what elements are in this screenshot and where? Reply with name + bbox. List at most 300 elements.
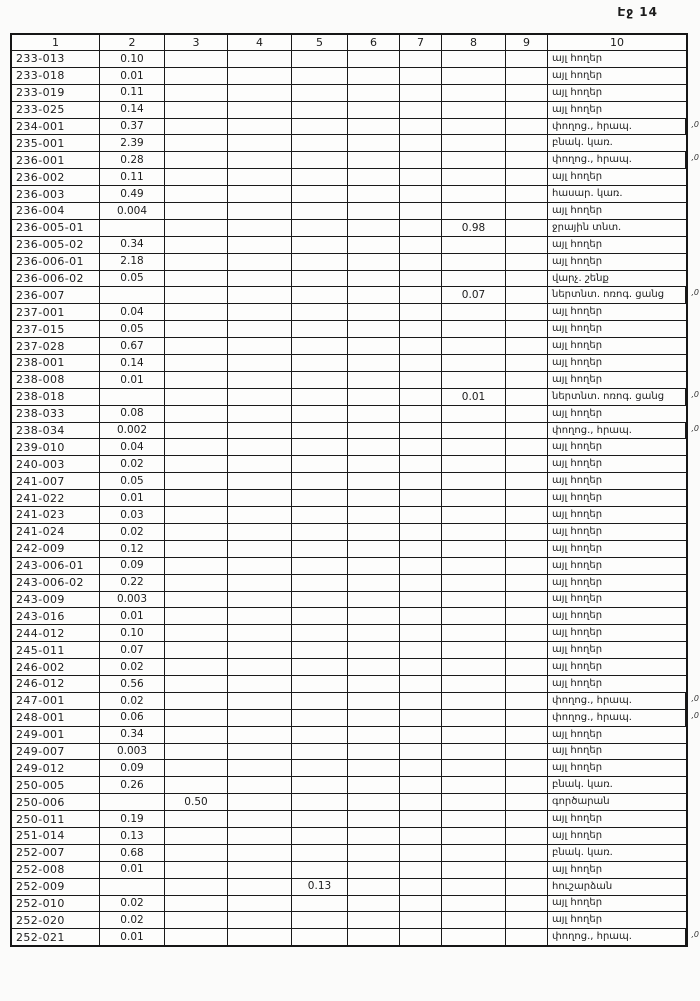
table-cell-col9 xyxy=(506,203,548,219)
table-cell-col5 xyxy=(292,135,348,151)
table-cell-col5 xyxy=(292,828,348,844)
table-row xyxy=(12,726,686,743)
table-cell-col1: 233-025 xyxy=(12,102,100,118)
table-cell-col2: 0.34 xyxy=(100,727,165,743)
table-cell-col1: 236-005-02 xyxy=(12,237,100,253)
table-cell-col1: 241-007 xyxy=(12,473,100,489)
table-cell-col8 xyxy=(442,152,506,168)
table-cell-col3 xyxy=(165,811,228,827)
table-cell-col5 xyxy=(292,102,348,118)
table-cell-col9 xyxy=(506,507,548,523)
table-cell-col8 xyxy=(442,862,506,878)
column-header: 1 xyxy=(12,35,100,50)
table-cell-col5 xyxy=(292,896,348,912)
table-row xyxy=(12,101,686,118)
table-cell-col3 xyxy=(165,456,228,472)
table-cell-col8 xyxy=(442,423,506,439)
table-cell-col5 xyxy=(292,220,348,236)
table-cell-col4 xyxy=(228,389,292,405)
table-cell-col4 xyxy=(228,828,292,844)
table-cell-col3 xyxy=(165,862,228,878)
table-cell-col6 xyxy=(348,575,400,591)
table-cell-col3 xyxy=(165,68,228,84)
table-cell-col1: 250-011 xyxy=(12,811,100,827)
table-cell-col5 xyxy=(292,304,348,320)
table-cell-col4 xyxy=(228,473,292,489)
table-cell-col2: 0.22 xyxy=(100,575,165,591)
table-cell-col7 xyxy=(400,135,442,151)
table-cell-col5 xyxy=(292,287,348,303)
table-cell-col10: այլ հողեր xyxy=(552,897,603,909)
table-cell-col9 xyxy=(506,254,548,270)
table-row xyxy=(12,675,686,692)
table-cell-col7 xyxy=(400,507,442,523)
table-cell-col7 xyxy=(400,203,442,219)
table-cell-col10: այլ հողեր xyxy=(552,559,603,571)
table-cell-col8 xyxy=(442,507,506,523)
table-cell-col1: 249-007 xyxy=(12,744,100,760)
table-row xyxy=(12,506,686,523)
table-cell-col9 xyxy=(506,102,548,118)
table-cell-col8 xyxy=(442,541,506,557)
table-cell-col8 xyxy=(442,119,506,135)
handwritten-margin-mark: ,0 xyxy=(691,153,699,163)
table-cell-col2: 0.02 xyxy=(100,456,165,472)
table-cell-col8 xyxy=(442,473,506,489)
table-cell-col8 xyxy=(442,608,506,624)
table-cell-col9 xyxy=(506,828,548,844)
table-cell-col2: 0.09 xyxy=(100,558,165,574)
table-cell-col5 xyxy=(292,777,348,793)
table-row xyxy=(12,118,699,135)
table-cell-col6 xyxy=(348,896,400,912)
table-cell-col6 xyxy=(348,845,400,861)
table-cell-col3 xyxy=(165,507,228,523)
table-cell-col4 xyxy=(228,794,292,810)
table-cell-col2: 0.06 xyxy=(100,710,165,726)
table-cell-col3 xyxy=(165,524,228,540)
table-cell-col1: 241-023 xyxy=(12,507,100,523)
table-cell-col2: 0.11 xyxy=(100,85,165,101)
table-cell-col8 xyxy=(442,879,506,895)
table-cell-col1: 238-033 xyxy=(12,406,100,422)
table-cell-col3 xyxy=(165,271,228,287)
table-cell-col2: 0.28 xyxy=(100,152,165,168)
table-cell-col3 xyxy=(165,642,228,658)
table-cell-col10: այլ հողեր xyxy=(552,103,603,115)
table-cell-col8 xyxy=(442,558,506,574)
table-cell-col1: 233-013 xyxy=(12,51,100,67)
table-cell-col7 xyxy=(400,608,442,624)
table-cell-col1: 252-020 xyxy=(12,912,100,928)
table-row xyxy=(12,743,686,760)
table-cell-col4 xyxy=(228,119,292,135)
table-cell-col2: 0.01 xyxy=(100,608,165,624)
table-cell-col9 xyxy=(506,406,548,422)
table-cell-col10: այլ հողեր xyxy=(552,813,603,825)
table-cell-col5 xyxy=(292,355,348,371)
table-cell-col9 xyxy=(506,592,548,608)
table-cell-col5 xyxy=(292,676,348,692)
table-cell-col2: 0.49 xyxy=(100,186,165,202)
table-row xyxy=(12,185,686,202)
table-cell-col9 xyxy=(506,710,548,726)
table-row xyxy=(12,236,686,253)
table-cell-col2: 0.05 xyxy=(100,271,165,287)
table-cell-col3 xyxy=(165,119,228,135)
table-cell-col2: 0.003 xyxy=(100,744,165,760)
table-cell-col9 xyxy=(506,693,548,709)
table-cell-col4 xyxy=(228,51,292,67)
table-row xyxy=(12,911,686,928)
table-row xyxy=(12,455,686,472)
table-cell-col3 xyxy=(165,186,228,202)
table-cell-col10: փողոց., հրապ. xyxy=(548,693,686,709)
table-cell-col5 xyxy=(292,558,348,574)
table-row xyxy=(12,354,686,371)
table-cell-col7 xyxy=(400,929,442,945)
table-row xyxy=(12,540,686,557)
table-row xyxy=(12,219,686,236)
table-cell-col5 xyxy=(292,423,348,439)
table-row xyxy=(12,574,686,591)
table-cell-col3 xyxy=(165,558,228,574)
table-row xyxy=(12,776,686,793)
table-cell-col3 xyxy=(165,355,228,371)
table-cell-col9 xyxy=(506,85,548,101)
table-cell-col2 xyxy=(100,287,165,303)
table-cell-col5 xyxy=(292,659,348,675)
table-row xyxy=(12,810,686,827)
table-cell-col9 xyxy=(506,439,548,455)
table-cell-col3 xyxy=(165,372,228,388)
table-cell-col4 xyxy=(228,304,292,320)
table-cell-col10: այլ հողեր xyxy=(552,762,603,774)
table-cell-col1: 243-016 xyxy=(12,608,100,624)
table-cell-col1: 252-007 xyxy=(12,845,100,861)
table-cell-col9 xyxy=(506,135,548,151)
table-cell-col6 xyxy=(348,828,400,844)
table-cell-col6 xyxy=(348,642,400,658)
table-cell-col4 xyxy=(228,642,292,658)
table-cell-col5 xyxy=(292,85,348,101)
table-cell-col4 xyxy=(228,321,292,337)
table-cell-col3: 0.50 xyxy=(165,794,228,810)
table-cell-col2: 2.18 xyxy=(100,254,165,270)
table-cell-col1: 237-015 xyxy=(12,321,100,337)
column-header: 5 xyxy=(292,35,348,50)
table-cell-col7 xyxy=(400,811,442,827)
table-cell-col9 xyxy=(506,473,548,489)
table-row xyxy=(12,523,686,540)
table-cell-col4 xyxy=(228,254,292,270)
table-cell-col9 xyxy=(506,811,548,827)
table-cell-col8 xyxy=(442,439,506,455)
table-cell-col7 xyxy=(400,237,442,253)
table-row xyxy=(12,320,686,337)
table-cell-col10: փողոց., հրապ. xyxy=(548,423,686,439)
table-cell-col4 xyxy=(228,68,292,84)
table-cell-col10: հուշարձան xyxy=(552,880,613,892)
land-parcel-table xyxy=(10,33,699,947)
table-cell-col2: 2.39 xyxy=(100,135,165,151)
table-cell-col8 xyxy=(442,676,506,692)
table-row xyxy=(12,557,686,574)
table-cell-col2: 0.02 xyxy=(100,912,165,928)
table-cell-col10: այլ հողեր xyxy=(552,86,603,98)
table-cell-col9 xyxy=(506,372,548,388)
table-cell-col6 xyxy=(348,676,400,692)
table-cell-col1: 249-001 xyxy=(12,727,100,743)
table-cell-col4 xyxy=(228,237,292,253)
table-cell-col4 xyxy=(228,558,292,574)
table-cell-col9 xyxy=(506,389,548,405)
table-cell-col8 xyxy=(442,169,506,185)
table-cell-col7 xyxy=(400,744,442,760)
table-cell-col7 xyxy=(400,68,442,84)
table-cell-col10: բնակ. կառ. xyxy=(552,846,613,858)
table-cell-col7 xyxy=(400,541,442,557)
table-cell-col6 xyxy=(348,727,400,743)
table-cell-col10: այլ հողեր xyxy=(552,407,603,419)
table-cell-col2: 0.14 xyxy=(100,355,165,371)
table-cell-col9 xyxy=(506,456,548,472)
table-cell-col1: 236-006-01 xyxy=(12,254,100,270)
table-cell-col6 xyxy=(348,811,400,827)
table-cell-col4 xyxy=(228,423,292,439)
table-cell-col1: 236-003 xyxy=(12,186,100,202)
table-cell-col3 xyxy=(165,321,228,337)
table-cell-col1: 243-009 xyxy=(12,592,100,608)
table-cell-col2: 0.05 xyxy=(100,473,165,489)
table-cell-col2: 0.01 xyxy=(100,862,165,878)
table-cell-col6 xyxy=(348,423,400,439)
table-cell-col10: այլ հողեր xyxy=(552,644,603,656)
table-cell-col8 xyxy=(442,524,506,540)
table-cell-col7 xyxy=(400,355,442,371)
table-cell-col9 xyxy=(506,608,548,624)
table-cell-col6 xyxy=(348,186,400,202)
table-row xyxy=(12,641,686,658)
table-cell-col5 xyxy=(292,406,348,422)
table-row xyxy=(12,472,686,489)
table-cell-col7 xyxy=(400,693,442,709)
table-cell-col10: այլ հողեր xyxy=(552,863,603,875)
table-cell-col2: 0.56 xyxy=(100,676,165,692)
table-cell-col6 xyxy=(348,524,400,540)
table-cell-col9 xyxy=(506,929,548,945)
table-cell-col3 xyxy=(165,828,228,844)
table-cell-col7 xyxy=(400,558,442,574)
column-header: 9 xyxy=(506,35,548,50)
table-cell-col5 xyxy=(292,68,348,84)
table-cell-col5 xyxy=(292,237,348,253)
table-cell-col7 xyxy=(400,439,442,455)
table-cell-col6 xyxy=(348,929,400,945)
table-cell-col6 xyxy=(348,473,400,489)
table-cell-col9 xyxy=(506,423,548,439)
table-cell-col6 xyxy=(348,102,400,118)
table-cell-col4 xyxy=(228,507,292,523)
table-cell-col6 xyxy=(348,625,400,641)
table-row xyxy=(12,270,686,287)
table-cell-col8 xyxy=(442,355,506,371)
table-cell-col5 xyxy=(292,271,348,287)
table-cell-col4 xyxy=(228,406,292,422)
table-cell-col3 xyxy=(165,760,228,776)
table-cell-col9 xyxy=(506,304,548,320)
table-cell-col4 xyxy=(228,744,292,760)
table-cell-col9 xyxy=(506,676,548,692)
table-cell-col5 xyxy=(292,439,348,455)
table-cell-col2: 0.03 xyxy=(100,507,165,523)
table-row xyxy=(12,692,699,709)
table-cell-col4 xyxy=(228,135,292,151)
table-cell-col8 xyxy=(442,777,506,793)
table-cell-col2: 0.01 xyxy=(100,929,165,945)
table-cell-col5 xyxy=(292,912,348,928)
handwritten-margin-mark: ,0 xyxy=(691,423,699,433)
table-cell-col5 xyxy=(292,456,348,472)
table-cell-col8 xyxy=(442,794,506,810)
table-cell-col2: 0.002 xyxy=(100,423,165,439)
table-cell-col1: 250-005 xyxy=(12,777,100,793)
table-cell-col4 xyxy=(228,710,292,726)
table-cell-col2: 0.05 xyxy=(100,321,165,337)
table-cell-col4 xyxy=(228,625,292,641)
table-cell-col7 xyxy=(400,845,442,861)
table-cell-col8 xyxy=(442,102,506,118)
table-cell-col3 xyxy=(165,423,228,439)
table-cell-col4 xyxy=(228,693,292,709)
table-cell-col9 xyxy=(506,912,548,928)
table-cell-col8 xyxy=(442,744,506,760)
table-cell-col10: այլ հողեր xyxy=(552,340,603,352)
column-header: 3 xyxy=(165,35,228,50)
table-cell-col4 xyxy=(228,456,292,472)
table-cell-col9 xyxy=(506,777,548,793)
table-row xyxy=(12,878,686,895)
table-cell-col6 xyxy=(348,338,400,354)
table-cell-col5 xyxy=(292,541,348,557)
table-cell-col8: 0.01 xyxy=(442,389,506,405)
table-cell-col3 xyxy=(165,659,228,675)
table-cell-col2 xyxy=(100,389,165,405)
table-cell-col10: այլ հողեր xyxy=(552,69,603,81)
table-row xyxy=(12,827,686,844)
table-cell-col2: 0.37 xyxy=(100,119,165,135)
table-cell-col2: 0.02 xyxy=(100,524,165,540)
table-cell-col5 xyxy=(292,608,348,624)
table-cell-col8 xyxy=(442,929,506,945)
page-number-label: Էջ 14 xyxy=(617,5,658,19)
table-cell-col1: 236-002 xyxy=(12,169,100,185)
table-row xyxy=(12,253,686,270)
table-cell-col8 xyxy=(442,85,506,101)
table-cell-col6 xyxy=(348,169,400,185)
table-cell-col10: բնակ. կառ. xyxy=(552,779,613,791)
table-cell-col3 xyxy=(165,102,228,118)
table-cell-col10: այլ հողեր xyxy=(552,373,603,385)
table-cell-col4 xyxy=(228,271,292,287)
table-cell-col6 xyxy=(348,558,400,574)
table-cell-col7 xyxy=(400,524,442,540)
table-cell-col5 xyxy=(292,169,348,185)
table-cell-col10: այլ հողեր xyxy=(552,914,603,926)
table-cell-col8 xyxy=(442,693,506,709)
table-cell-col1: 234-001 xyxy=(12,119,100,135)
table-cell-col9 xyxy=(506,321,548,337)
table-cell-col7 xyxy=(400,254,442,270)
table-cell-col1: 238-034 xyxy=(12,423,100,439)
table-cell-col6 xyxy=(348,135,400,151)
table-cell-col5 xyxy=(292,473,348,489)
column-header: 2 xyxy=(100,35,165,50)
table-cell-col2: 0.07 xyxy=(100,642,165,658)
table-cell-col9 xyxy=(506,152,548,168)
table-cell-col7 xyxy=(400,912,442,928)
table-cell-col9 xyxy=(506,68,548,84)
table-cell-col5 xyxy=(292,760,348,776)
table-cell-col3 xyxy=(165,929,228,945)
table-cell-col7 xyxy=(400,473,442,489)
table-cell-col10: այլ հողեր xyxy=(552,492,603,504)
table-cell-col5 xyxy=(292,338,348,354)
table-row xyxy=(12,371,686,388)
table-cell-col7 xyxy=(400,423,442,439)
table-cell-col9 xyxy=(506,896,548,912)
table-cell-col4 xyxy=(228,676,292,692)
table-cell-col5 xyxy=(292,929,348,945)
table-cell-col3 xyxy=(165,220,228,236)
table-cell-col7 xyxy=(400,794,442,810)
table-row xyxy=(12,759,686,776)
table-cell-col4 xyxy=(228,845,292,861)
table-cell-col5 xyxy=(292,727,348,743)
table-cell-col4 xyxy=(228,287,292,303)
table-cell-col6 xyxy=(348,68,400,84)
table-cell-col3 xyxy=(165,896,228,912)
table-cell-col7 xyxy=(400,896,442,912)
table-cell-col7 xyxy=(400,575,442,591)
table-cell-col10: ներտնտ. ոռոգ. ցանց xyxy=(548,389,686,405)
table-cell-col6 xyxy=(348,794,400,810)
table-cell-col9 xyxy=(506,169,548,185)
table-cell-col9 xyxy=(506,271,548,287)
table-cell-col6 xyxy=(348,321,400,337)
table-cell-col3 xyxy=(165,473,228,489)
table-cell-col1: 247-001 xyxy=(12,693,100,709)
table-cell-col10: ջրային տնտ. xyxy=(552,221,622,233)
table-cell-col6 xyxy=(348,85,400,101)
table-cell-col4 xyxy=(228,169,292,185)
table-cell-col4 xyxy=(228,490,292,506)
table-cell-col1: 238-008 xyxy=(12,372,100,388)
table-cell-col1: 238-018 xyxy=(12,389,100,405)
table-cell-col6 xyxy=(348,237,400,253)
table-cell-col6 xyxy=(348,406,400,422)
table-cell-col9 xyxy=(506,524,548,540)
table-cell-col7 xyxy=(400,777,442,793)
table-row xyxy=(12,861,686,878)
table-cell-col7 xyxy=(400,271,442,287)
table-cell-col6 xyxy=(348,710,400,726)
table-cell-col10: ներտնտ. ոռոգ. ցանց xyxy=(548,287,686,303)
table-cell-col10: փողոց., հրապ. xyxy=(548,119,686,135)
table-cell-col3 xyxy=(165,152,228,168)
table-cell-col3 xyxy=(165,625,228,641)
table-cell-col7 xyxy=(400,456,442,472)
